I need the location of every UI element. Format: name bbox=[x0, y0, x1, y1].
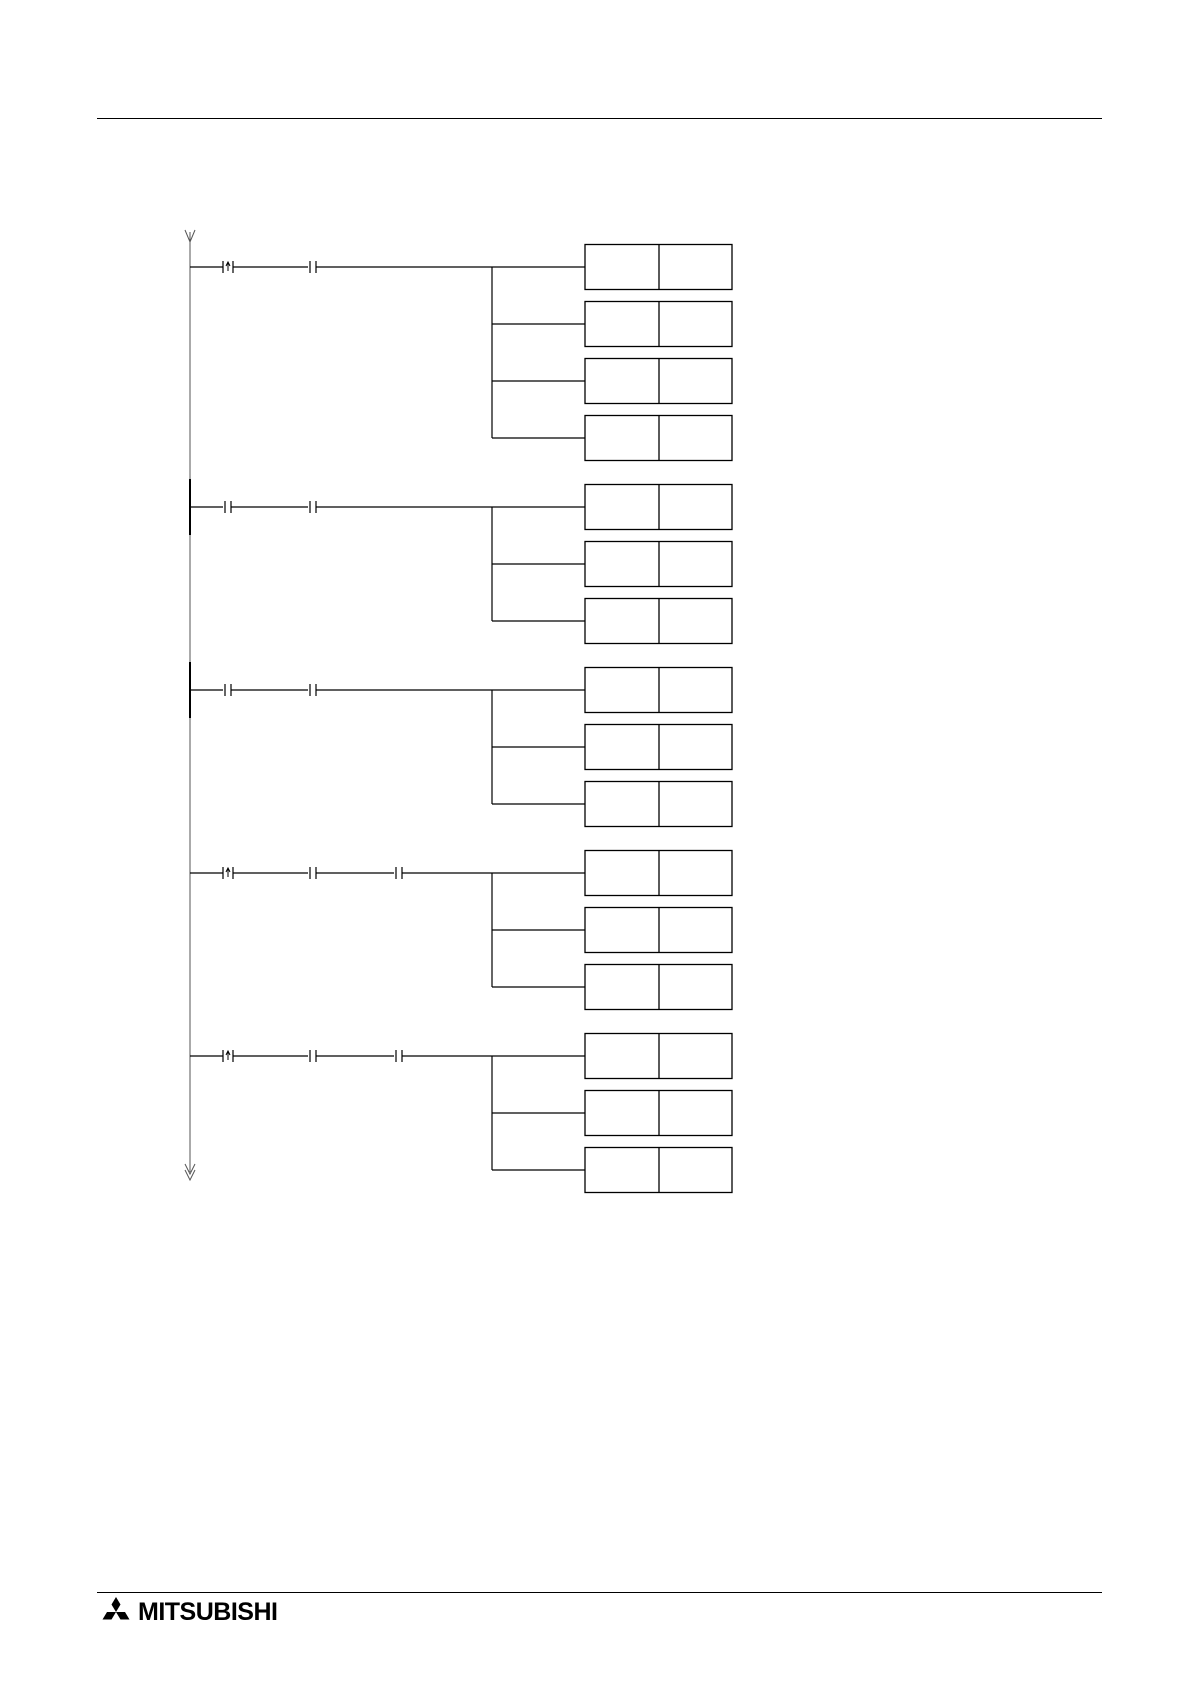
brand-name: MITSUBISHI bbox=[138, 1597, 278, 1626]
footer-rule bbox=[97, 1592, 1102, 1593]
footer-logo bbox=[98, 1597, 277, 1627]
mitsubishi-three-diamonds-icon bbox=[98, 1597, 134, 1627]
